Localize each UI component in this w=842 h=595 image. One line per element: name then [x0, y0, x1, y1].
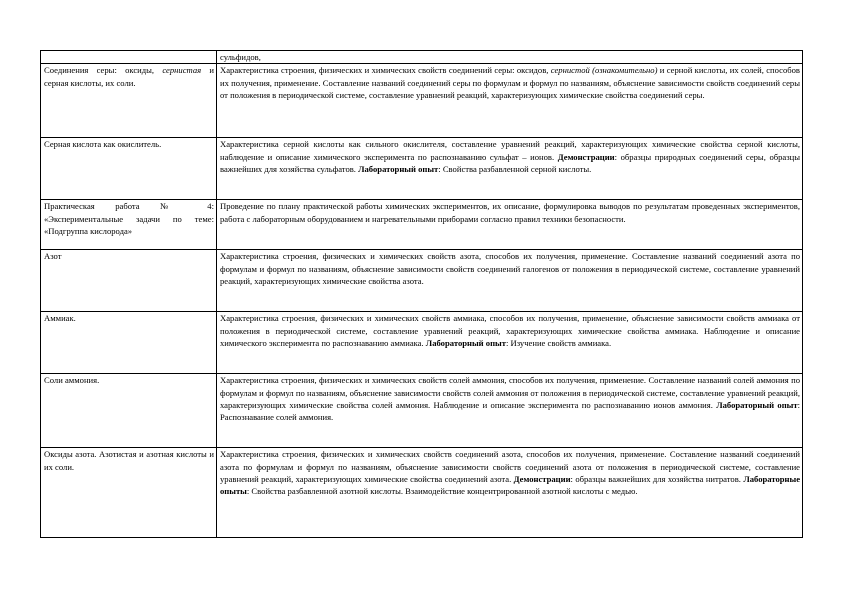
topic-cell	[41, 312, 217, 374]
topic-cell	[41, 138, 217, 200]
topic-cell	[41, 250, 217, 312]
content-cell	[217, 64, 803, 138]
topic-text: Азот	[44, 251, 62, 262]
content-cell	[217, 312, 803, 374]
content-text: сернистой (ознакомительно)	[550, 65, 658, 76]
content-text: Лабораторный опыт	[716, 399, 798, 410]
content-text: Характеристика строения, физических и химических свойств соединений серы: оксидов,	[220, 65, 551, 76]
topic-text: Оксиды азота. Азотистая и азотная кислоты и их соли.	[44, 449, 214, 472]
content-cell	[217, 250, 803, 312]
table-row	[41, 448, 803, 538]
content-cell	[217, 138, 803, 200]
topic-text: и серная кислоты, их соли.	[44, 65, 214, 88]
topic-cell	[41, 51, 217, 64]
content-cell	[217, 200, 803, 250]
content-text: и серной кислоты, их солей, способов их получения, применение. Составление названий соединений серы по формулам и формул по названиям, объяснение зависимости свойств соединений серы от положения в периодической системе, составление уравнений реакций, характеризующих химические свойства соединений серы.	[220, 65, 800, 100]
table-row	[41, 374, 803, 448]
content-text: Демонстрации	[557, 151, 615, 162]
content-text: : Свойства разбавленной серной кислоты.	[438, 163, 592, 174]
topic-cell	[41, 448, 217, 538]
content-cell	[217, 51, 803, 64]
table-row	[41, 138, 803, 200]
content-text: : образцы важнейших для хозяйства нитратов.	[570, 473, 744, 484]
content-text: Характеристика серной кислоты как сильного окислителя, составление уравнений реакций, характеризующих химические свойства серной кислоты, наблюдение и описание химического эксперимента по распознаванию сульфат – ионов.	[220, 139, 800, 162]
content-text: Характеристика строения, физических и химических свойств азота, способов их получения, применение. Составление названий соединений азота по формулам и формул по названиям, объяснение зависимости свойств соединений галогенов от положения в периодической системе, составление уравнений реакций, характеризующих химические свойства азота.	[220, 251, 800, 286]
content-text: : Распознавание солей аммония.	[220, 399, 800, 423]
content-text: Лабораторный опыт	[358, 163, 439, 174]
content-text: Лабораторный опыт	[425, 337, 506, 348]
topic-text: сернистая	[162, 65, 202, 76]
topic-text: Аммиак.	[44, 313, 76, 324]
topic-text: Соли аммония.	[44, 375, 100, 386]
content-text: Демонстрации	[513, 473, 571, 484]
content-text: : образцы природных соединений серы, образцы важнейших для хозяйства сульфатов.	[220, 151, 800, 174]
table-row	[41, 312, 803, 374]
topic-text: Соединения серы: оксиды,	[44, 65, 163, 76]
content-text: Характеристика строения, физических и химических свойств аммиака, способов их получения, применение, объяснение зависимости свойств аммиака от положения в периодической системе, составление уравнений реакций, характеризующих химические свойства аммиака. Наблюдение и описание химического эксперимента по распознаванию аммиака.	[220, 313, 800, 348]
curriculum-table	[40, 50, 803, 538]
table-row	[41, 250, 803, 312]
content-text: Проведение по плану практической работы химических экспериментов, их описание, формулировка выводов по результатам проведенных экспериментов, работа с лабораторным оборудованием и нагревательными приборами согласно правил техники безопасности.	[220, 201, 800, 224]
table-row	[41, 51, 803, 64]
curriculum-table-body	[41, 51, 803, 538]
topic-cell	[41, 200, 217, 250]
topic-text: Серная кислота как окислитель.	[44, 139, 162, 150]
content-text: Лабораторные опыты	[220, 473, 801, 497]
topic-text: Практическая работа № 4: «Экспериментальные задачи по теме: «Подгруппа кислорода»	[44, 201, 214, 236]
content-cell	[217, 448, 803, 538]
content-text: сульфидов,	[220, 52, 261, 62]
topic-cell	[41, 374, 217, 448]
topic-cell	[41, 64, 217, 138]
content-text: Характеристика строения, физических и химических свойств соединений азота, способов их получения, применение. Составление названий соединений азота по формулам и формул по названиям, объяснение зависимости свойств соединений азота от положения в периодической системе, составление уравнений реакций, характеризующих химические свойства соединений азота.	[220, 449, 800, 484]
content-text: Характеристика строения, физических и химических свойств солей аммония, способов их получения, применение. Составление названий солей аммония по формулам и формул по названиям, объяснение зависимости свойств солей аммония от положения в периодической системе, составление уравнений реакций, характеризующих химические свойства солей аммония. Наблюдение и описание эксперимента по распознаванию ионов аммония.	[220, 375, 800, 410]
content-text: : Свойства разбавленной азотной кислоты. Взаимодействие концентрированной азотной кислоты с медью.	[246, 486, 638, 497]
table-row	[41, 64, 803, 138]
table-row	[41, 200, 803, 250]
content-text: : Изучение свойств аммиака.	[505, 337, 612, 348]
content-cell	[217, 374, 803, 448]
